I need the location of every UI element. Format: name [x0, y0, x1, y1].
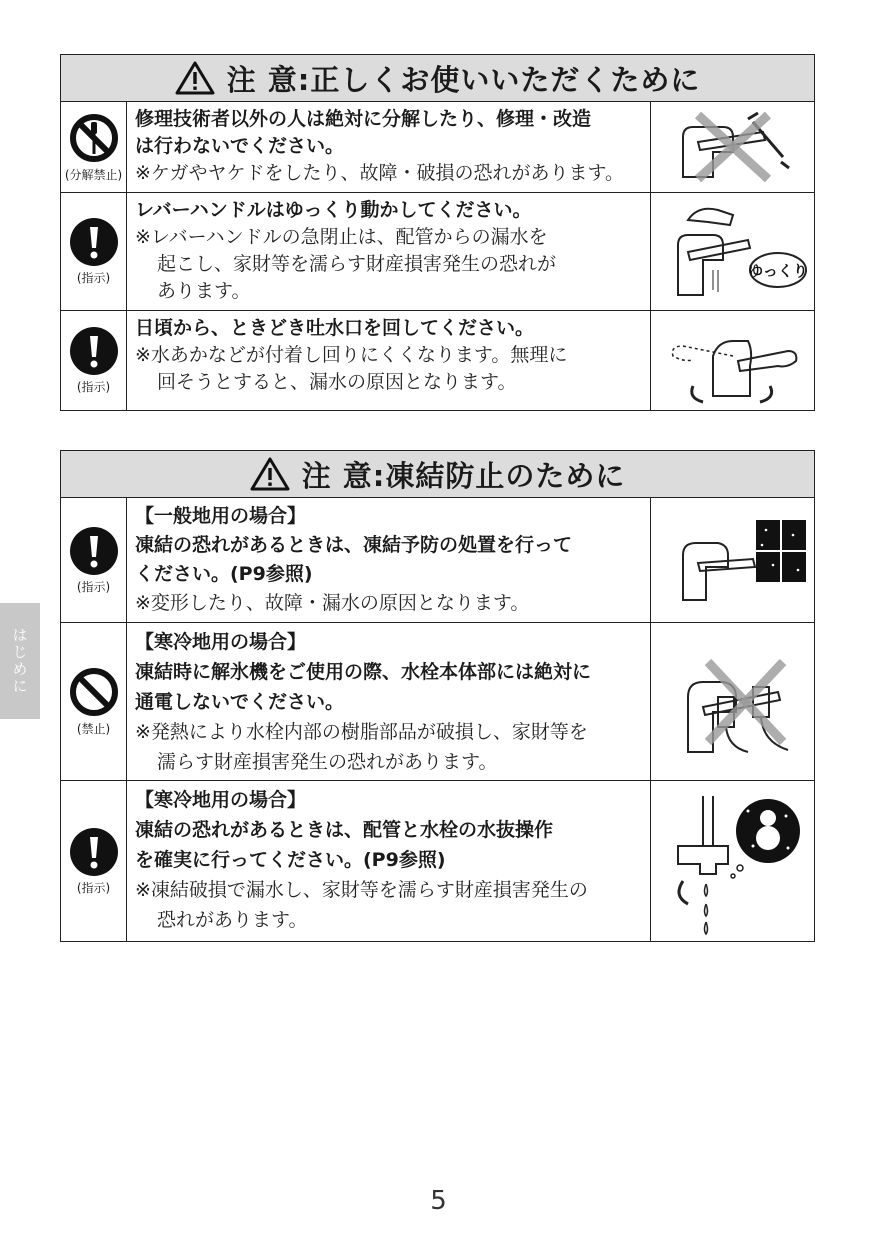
caution-row — [61, 781, 814, 941]
note-line: ※変形したり、故障・漏水の原因となります。 — [135, 592, 530, 614]
illustration-cell — [650, 498, 814, 622]
faucet-window-snow-icon — [658, 515, 808, 605]
caution-section-usage — [60, 54, 815, 411]
caution-row — [61, 623, 814, 781]
note-line: ※発熱により水栓内部の樹脂部品が破損し、家財等を — [135, 721, 588, 743]
text-line: レバーハンドルはゆっくり動かしてください。 — [135, 199, 532, 221]
text-line: 凍結の恐れがあるときは、凍結予防の処置を行って — [135, 534, 573, 556]
icon-caption: (指示) — [76, 880, 111, 895]
row-text — [127, 193, 650, 310]
text-line: を確実に行ってください。(P9参照) — [135, 849, 446, 871]
hand-lever-slow-icon — [658, 200, 808, 304]
warning-triangle-icon — [250, 457, 290, 491]
note-line: 回そうとすると、漏水の原因となります。 — [157, 371, 517, 393]
text-line: 【一般地用の場合】 — [135, 505, 307, 527]
drain-snowman-icon — [658, 786, 808, 936]
icon-caption: (指示) — [76, 271, 111, 285]
no-disassembly-icon — [68, 112, 120, 164]
side-tab-label: はじめに — [10, 627, 29, 695]
row-text — [127, 311, 650, 410]
instruction-icon — [69, 217, 119, 267]
caution-row — [61, 311, 814, 410]
icon-cell — [61, 193, 127, 310]
note-line: 濡らす財産損害発生の恐れがあります。 — [157, 751, 498, 773]
icon-cell — [61, 498, 127, 622]
page-number: 5 — [430, 1186, 447, 1216]
row-text — [127, 498, 650, 622]
note-line: ※レバーハンドルの急閉止は、配管からの漏水を — [135, 226, 548, 248]
illustration-cell — [650, 102, 814, 192]
text-line: ください。(P9参照) — [135, 563, 313, 585]
text-line: は行わないでください。 — [135, 135, 345, 157]
text-line: 凍結の恐れがあるときは、配管と水栓の水抜操作 — [135, 819, 554, 841]
text-line: 日頃から、ときどき吐水口を回してください。 — [135, 317, 535, 339]
icon-cell — [61, 623, 127, 780]
caution-row — [61, 102, 814, 193]
text-line: 【寒冷地用の場合】 — [135, 631, 307, 653]
note-line: 起こし、家財等を濡らす財産損害発生の恐れが — [157, 253, 557, 275]
section-title: 注 意:凍結防止のために — [301, 458, 626, 493]
caution-section-freeze — [60, 450, 815, 942]
illustration-cell — [650, 193, 814, 310]
row-text — [127, 623, 650, 780]
icon-cell — [61, 102, 127, 192]
illustration-cell — [650, 623, 814, 780]
prohibition-icon — [68, 666, 120, 718]
text-line: 修理技術者以外の人は絶対に分解したり、修理・改造 — [135, 108, 592, 130]
faucet-thawing-crossed-icon — [658, 642, 808, 762]
note-line: 恐れがあります。 — [157, 909, 308, 931]
instruction-icon — [69, 827, 119, 877]
note-line: ※凍結破損で漏水し、家財等を濡らす財産損害発生の — [135, 879, 588, 901]
text-line: 凍結時に解氷機をご使用の際、水栓本体部には絶対に — [135, 661, 592, 683]
note-line: あります。 — [157, 280, 251, 302]
caution-row — [61, 193, 814, 311]
icon-caption: (指示) — [76, 579, 111, 594]
illustration-cell — [650, 781, 814, 941]
row-text — [127, 102, 650, 192]
text-line: 通電しないでください。 — [135, 691, 345, 713]
instruction-icon — [69, 526, 119, 576]
icon-cell — [61, 311, 127, 410]
section-header — [61, 451, 814, 498]
caution-row — [61, 498, 814, 623]
spout-rotate-icon — [658, 316, 808, 406]
icon-caption: (禁止) — [76, 722, 111, 736]
note-line: ※水あかなどが付着し回りにくくなります。無理に — [135, 344, 568, 366]
icon-caption: (分解禁止) — [64, 167, 123, 182]
faucet-wrench-crossed-icon — [663, 107, 803, 187]
instruction-icon — [69, 326, 119, 376]
illustration-cell — [650, 311, 814, 410]
text-line: 【寒冷地用の場合】 — [135, 789, 307, 811]
slow-label: ゆっくり — [747, 261, 808, 280]
side-tab — [0, 603, 40, 719]
icon-cell — [61, 781, 127, 941]
section-title: 注 意:正しくお使いいただくために — [226, 62, 701, 97]
warning-triangle-icon — [175, 61, 215, 95]
icon-caption: (指示) — [76, 380, 111, 394]
row-text — [127, 781, 650, 941]
section-header — [61, 55, 814, 102]
note-line: ※ケガやヤケドをしたり、故障・破損の恐れがあります。 — [135, 162, 625, 184]
